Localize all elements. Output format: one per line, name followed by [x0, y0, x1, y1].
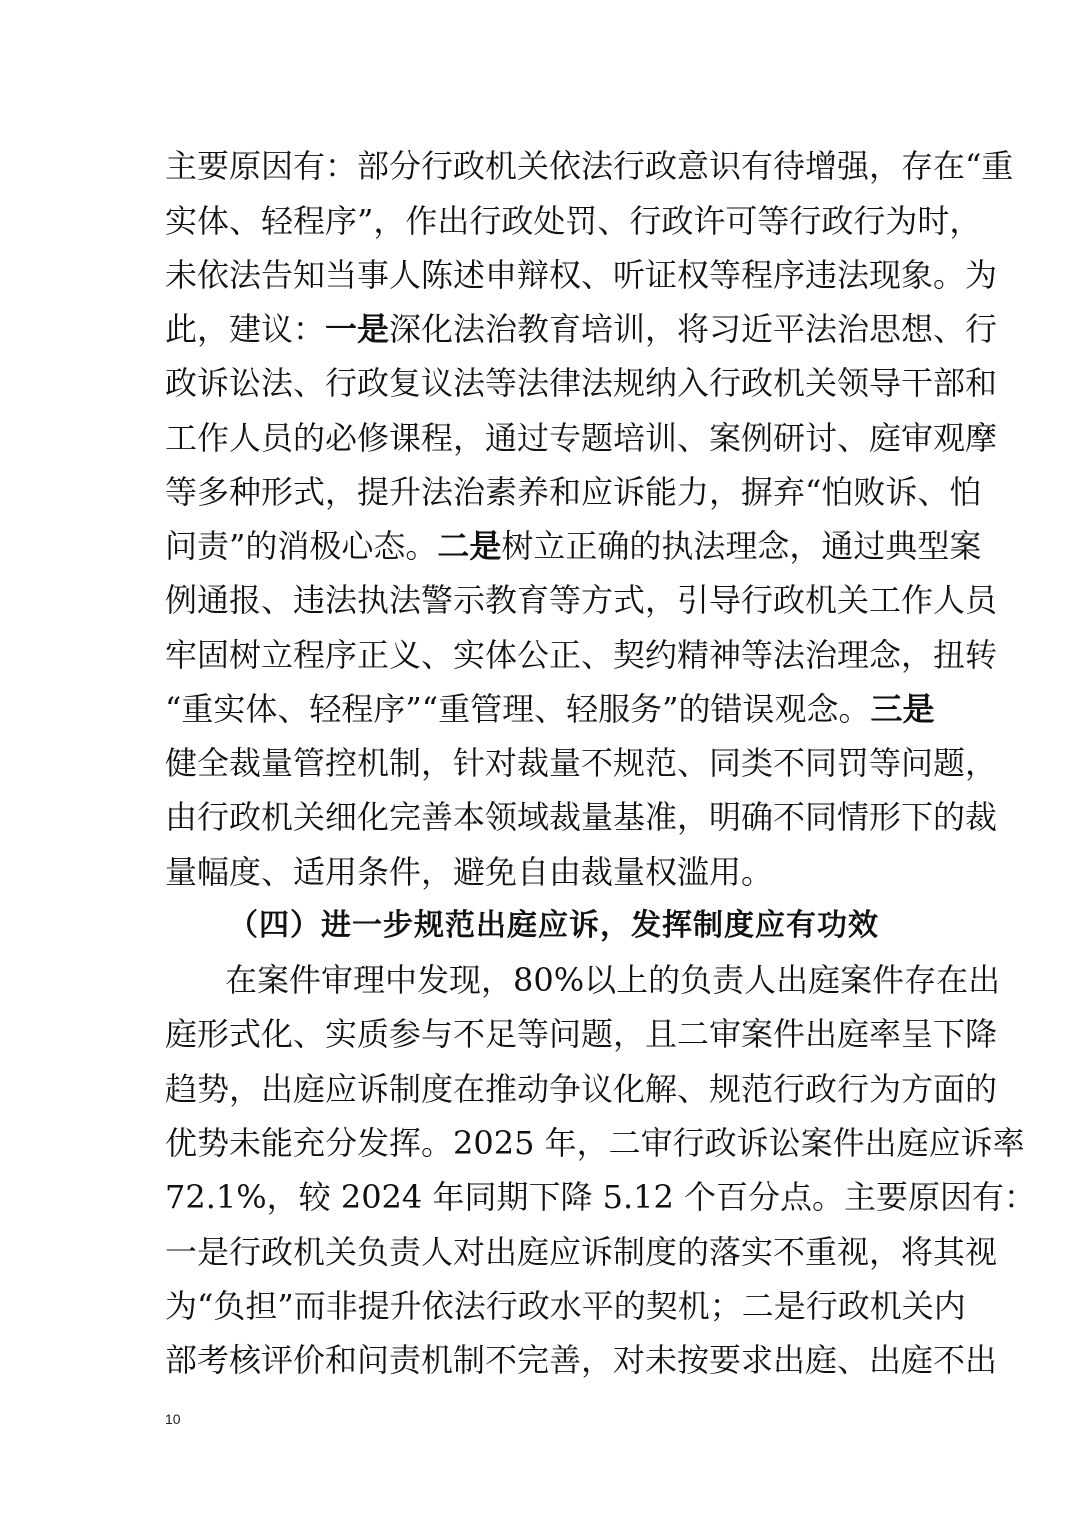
body-text-span: 树立正确的执法理念，通过典型案	[501, 527, 982, 565]
body-text-line: 优势未能充分发挥。2025 年，二审行政诉讼案件出庭应诉率	[165, 1124, 1025, 1162]
body-text-line: 为“负担”而非提升依法行政水平的契机；二是行政机关内	[165, 1287, 966, 1325]
page-number: 10	[165, 1411, 181, 1427]
body-text-line: 趋势，出庭应诉制度在推动争议化解、规范行政行为方面的	[165, 1070, 998, 1108]
body-text-line: 政诉讼法、行政复议法等法律法规纳入行政机关领导干部和	[165, 364, 998, 402]
body-text-line: 由行政机关细化完善本领域裁量基准，明确不同情形下的裁	[165, 798, 998, 836]
body-text-line: 72.1%，较 2024 年同期下降 5.12 个百分点。主要原因有：	[165, 1178, 1037, 1216]
body-text-span: 深化法治教育培训，将习近平法治思想、行	[389, 310, 998, 348]
body-text-line: 庭形式化、实质参与不足等问题，且二审案件出庭率呈下降	[165, 1015, 998, 1053]
body-text-line: 量幅度、适用条件，避免自由裁量权滥用。	[165, 853, 774, 891]
body-text-line: 健全裁量管控机制，针对裁量不规范、同类不同罚等问题，	[165, 744, 998, 782]
emphasis-first: 一是	[325, 310, 390, 348]
body-text-line: 等多种形式，提升法治素养和应诉能力，摒弃“怕败诉、怕	[165, 473, 982, 511]
body-text-line	[165, 309, 998, 349]
body-text-line: 在案件审理中发现，80%以上的负责人出庭案件存在出	[225, 961, 1001, 999]
body-text-line: 例通报、违法执法警示教育等方式，引导行政机关工作人员	[165, 581, 998, 619]
body-text-line: 工作人员的必修课程，通过专题培训、案例研讨、庭审观摩	[165, 419, 998, 457]
body-text-span: 问责”的消极心态。	[165, 527, 438, 565]
body-text-line: 一是行政机关负责人对出庭应诉制度的落实不重视，将其视	[165, 1233, 998, 1271]
body-text-line: 部考核评价和问责机制不完善，对未按要求出庭、出庭不出	[165, 1341, 998, 1379]
body-text-line: 未依法告知当事人陈述申辩权、听证权等程序违法现象。为	[165, 256, 998, 294]
body-text-line: 实体、轻程序”，作出行政处罚、行政许可等行政行为时，	[165, 202, 982, 240]
section-heading: （四）进一步规范出庭应诉，发挥制度应有功效	[228, 908, 879, 943]
body-text-span: “重实体、轻程序”“重管理、轻服务”的错误观念。	[165, 690, 871, 728]
emphasis-third: 三是	[870, 690, 935, 728]
body-text-span: 此，建议：	[165, 310, 326, 348]
body-text-line: 主要原因有：部分行政机关依法行政意识有待增强，存在“重	[165, 147, 1014, 185]
body-text-line: 牢固树立程序正义、实体公正、契约精神等法治理念，扭转	[165, 636, 998, 674]
emphasis-second: 二是	[437, 527, 502, 565]
body-text-line	[165, 689, 935, 729]
body-text-line	[165, 526, 982, 566]
